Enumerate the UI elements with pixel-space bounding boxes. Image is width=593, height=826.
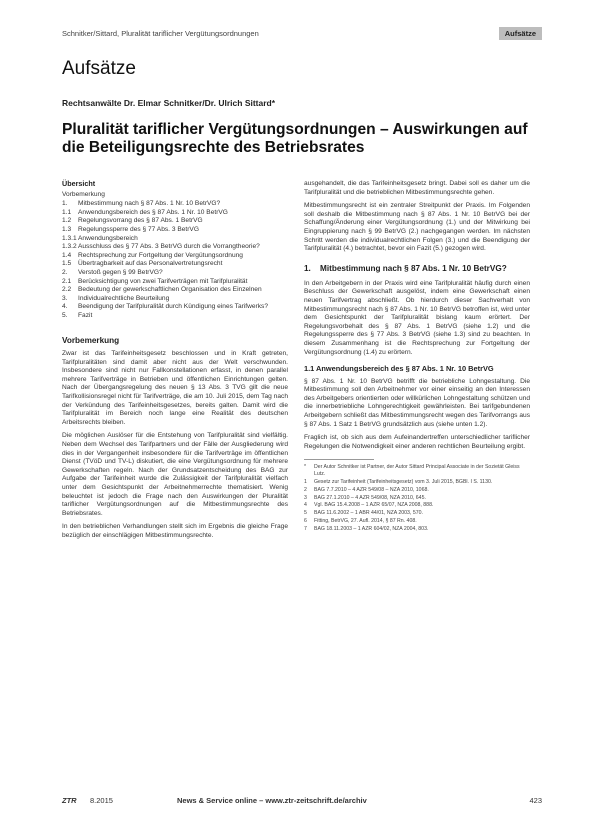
vorbemerkung-paragraph: Zwar ist das Tarifeinheitsgesetz beschlossen und in Kraft getreten, Tarifpluralitäten sind damit aber nicht aus der Welt verschwunden. Insbesondere sind nicht nur Fallkonstellationen erfasst, in denen parallel mehrere Tarifverträge in Betrieben und öffentlichen Einrichtungen gelten. Nach der Übergangsregelung des neuen § 13 Abs. 3 TVG gilt die neue Tarifkollisionsregel nicht für Tarifverträge, die am 10. Juli 2015, dem Tag nach der Verkündung des Tarifeinheitsgesetzes, bereits galten. Damit wird die Tarifpluralität im Bereich noch lange eine Realität des deutschen Arbeitsrechts bleiben. [62,350,288,426]
toc-item-number: 1.1 [62,208,72,216]
footnote-number: 2 [304,486,307,493]
footnote-number: * [304,464,307,471]
section-1-paragraph: In den Arbeitgebern in der Praxis wird eine Tarifpluralität häufig durch einen Beschluss der Gewerkschaft ausgelöst, indem eine Gewerkschaft einen neuen Tarifvertrag abschließt. Ob hierdurch dieser Sachverhalt von Mitbestimmungsrecht nach § 87 Abs. 1 Nr. 10 BetrVG betroffen ist, wird unter dem Gesichtspunkt der Tarifpluralität bislang kaum erörtert. Der Regelungsvorbehalt des § 87 Abs. 1 BetrVG (siehe 1.2) und die Regelungssperre des § 77 Abs. 3 BetrVG (siehe 1.3) sind zu beachten. In diesem Zusammenhang ist die Rechtsprechung zur Fortgeltung der Vergütungsordnung (1.4) zu erörtern. [304,279,530,356]
section-1-title: Mitbestimmung nach § 87 Abs. 1 Nr. 10 BetrVG? [320,263,507,273]
section-1-1-paragraph: § 87 Abs. 1 Nr. 10 BetrVG betrifft die betriebliche Lohngestaltung. Die Mitbestimmung soll den Arbeitnehmer vor einer einseitig an den Interessen des Arbeitgebers orientierten oder willkürlichen Lohngestaltung schützen und die innerbetriebliche Lohngerechtigkeit gewährleisten. Bei tarifgebundenen Arbeitgebern schließt das Mitbestimmungsrecht wegen des Tarifvorrangs aus § 87 Abs. 1 Satz 1 BetrVG grundsätzlich aus (siehe unten 1.2). [304,377,530,428]
section-label: Aufsätze [62,58,136,79]
footer-link-text[interactable]: News & Service online – www.ztr-zeitschrift.de/archiv [177,796,367,805]
toc-item-number: 2.2 [62,286,72,294]
toc-item-text: Regelungssperre des § 77 Abs. 3 BetrVG [78,225,199,233]
footnote-number: 5 [304,510,307,517]
toc-item [62,312,288,321]
page-footer [62,796,542,810]
footer-brand: ZTR [62,796,77,805]
toc-item-text: Berücksichtigung von zwei Tarifverträgen mit Tarifpluralität [78,277,248,285]
footnote-number: 1 [304,479,307,486]
vorbemerkung-heading: Vorbemerkung [62,335,120,345]
toc-item-text: Mitbestimmung nach § 87 Abs. 1 Nr. 10 BetrVG? [78,200,221,208]
footnote-number: 4 [304,502,307,509]
footnote [304,479,530,486]
footnote-number: 6 [304,518,307,525]
toc-item-text: Anwendungsbereich des § 87 Abs. 1 Nr. 10 BetrVG [78,208,228,216]
vorbemerkung-paragraph: In den betrieblichen Verhandlungen stellt sich im Ergebnis die gleiche Frage bezüglich der einschlägigen Mitbestimmungsrechte. [62,523,288,539]
toc-item [62,295,288,304]
toc-item [62,243,288,252]
intro-paragraph: ausgehandelt, die das Tarifeinheitsgesetz bringt. Dabei soll es daher um die Tarifpluralität und die betrieblichen Mitbestimmungsrechte gehen. [304,180,530,196]
running-head [62,27,542,41]
footnote-text: Der Autor Schnitker ist Partner, der Autor Sittard Principal Associate in der Sozietät Gleiss Lutz. [314,464,520,478]
footnote-text: BAG 7.7.2010 – 4 AZR 549/08 – NZA 2010, 1068. [314,486,429,493]
toc-item [62,217,288,226]
toc-item [62,235,288,244]
toc-item [62,286,288,295]
running-head-section-tab: Aufsätze [499,27,542,40]
toc-item [62,278,288,287]
footnote [304,510,530,517]
footnote-text: Fitting, BetrVG, 27. Aufl. 2014, § 87 Rn. 408. [314,518,417,525]
page-number: 423 [529,796,542,805]
article-title: Pluralität tariflicher Vergütungsordnungen – Auswirkungen auf die Beteiligungsrechte des Betriebsrates [62,121,528,156]
toc-item-number: 1.4 [62,251,72,259]
section-1-heading [304,264,530,274]
toc-item-text: Ausschluss des § 77 Abs. 3 BetrVG durch die Vorrangtheorie? [78,243,260,251]
vorbemerkung-paragraph: Die möglichen Auslöser für die Entstehung von Tarifpluralität sind vielfältig. Neben dem Wechsel des Tarifpartners und der Fälle der Ausgliederung wird dies in der Vergangenheit insbesondere für die Tarifverträge im öffentlichen Dienst (TVöD und TV-L) diskutiert, die eine Vergütungsordnung für mehrere Gewerkschaften regeln. Nach der Grundsatzentscheidung des BAG zur Aufgabe der Tarifeinheit wurde die Zulässigkeit der Tarifpluralität vielfach unter dem Gesichtspunkt der Arbeitnehmerrechte thematisiert. Wenig beleuchtet ist jedoch die Frage nach den Auswirkungen der Pluralität tariflicher Vergütungsordnungen auf die Mitbestimmungsrechte des Betriebsrates. [62,432,288,517]
toc-item-number: 1.5 [62,260,72,268]
footnote [304,502,530,509]
toc-item-number: 5. [62,311,68,319]
toc-item-text: Anwendungsbereich [78,234,138,242]
toc-item-number: 1.3.1 [62,234,77,242]
footnote [304,526,530,533]
toc-item-text: Regelungsvorrang des § 87 Abs. 1 BetrVG [78,217,203,225]
footnotes [304,464,530,532]
toc-item-number: 2. [62,268,68,276]
footnote-text: Gesetz zur Tarifeinheit (Tarifeinheitsgesetz) vom 3. Juli 2015, BGBl. I S. 1130. [314,479,493,486]
footnote-text: BAG 18.11.2003 – 1 AZR 604/02, NZA 2004, 803. [314,525,429,532]
footnote [304,464,530,478]
footnote-number: 7 [304,525,307,532]
footnote [304,495,530,502]
toc-item [62,269,288,278]
authors: Rechtsanwälte Dr. Elmar Schnitker/Dr. Ulrich Sittard* [62,98,276,108]
toc-item-number: 2.1 [62,277,72,285]
left-column [62,180,288,546]
section-1-number: 1. [304,263,311,273]
footnote-text: BAG 27.1.2010 – 4 AZR 549/08, NZA 2010, 645. [314,494,426,501]
toc-item [62,200,288,209]
table-of-contents [62,200,288,320]
footnote-text: BAG 11.6.2002 – 1 ABR 44/01, NZA 2003, 570. [314,510,423,517]
toc-item-text: Beendigung der Tarifpluralität durch Kündigung eines Tarifwerks? [78,303,268,311]
footnote [304,518,530,525]
section-1-1-heading: 1.1 Anwendungsbereich des § 87 Abs. 1 Nr. 10 BetrVG [304,364,494,374]
footnote-text: Vgl. BAG 15.4.2008 – 1 AZR 65/07, NZA 2008, 888. [314,502,434,509]
running-head-left: Schnitker/Sittard, Pluralität tariflicher Vergütungsordnungen [62,29,259,38]
toc-item [62,303,288,312]
toc-item-number: 4. [62,303,68,311]
toc-item-number: 1.2 [62,217,72,225]
toc-item [62,209,288,218]
footnote-number: 3 [304,494,307,501]
toc-item-text: Fazit [78,311,93,319]
toc-item-text: Individualrechtliche Beurteilung [78,294,170,302]
toc-item-text: Bedeutung der gewerkschaftlichen Organisation des Einzelnen [78,286,262,294]
toc-item-text: Verstoß gegen § 99 BetrVG? [78,268,163,276]
toc-item-number: 3. [62,294,68,302]
overview-sub: Vorbemerkung [62,190,105,198]
toc-item-text: Übertragbarkeit auf das Personalvertretungsrecht [78,260,223,268]
intro-paragraph: Mitbestimmungsrecht ist ein zentraler Streitpunkt der Praxis. Im Folgenden soll deshalb die Mitbestimmung nach § 87 Abs. 1 Nr. 10 BetrVG bei der Schaffung/Änderung einer Vergütungsordnung (1.) und der Mitwirkung bei Eingruppierung nach § 99 BetrVG (2.) nachgegangen werden. Im nächsten Schritt werden die individualrechtlichen Folgen (3.) und die Beendigung der Tarifpluralität (4.) betrachtet, bevor ein Fazit (5.) gezogen wird. [304,202,530,253]
footnote [304,487,530,494]
toc-item-text: Rechtsprechung zur Fortgeltung der Vergütungsordnung [78,251,243,259]
section-1-1-paragraph: Fraglich ist, ob sich aus dem Aufeinandertreffen unterschiedlicher tariflicher Regelungen die Notwendigkeit einer anderen rechtlichen Beurteilung ergibt. [304,434,530,450]
toc-item-number: 1.3 [62,225,72,233]
overview-heading: Übersicht [62,179,96,188]
footnote-divider [304,459,374,460]
toc-item [62,226,288,235]
toc-item [62,260,288,269]
toc-item-number: 1. [62,200,68,208]
footer-issue: 8.2015 [90,796,113,805]
right-column [304,180,530,534]
toc-item-number: 1.3.2 [62,243,77,251]
